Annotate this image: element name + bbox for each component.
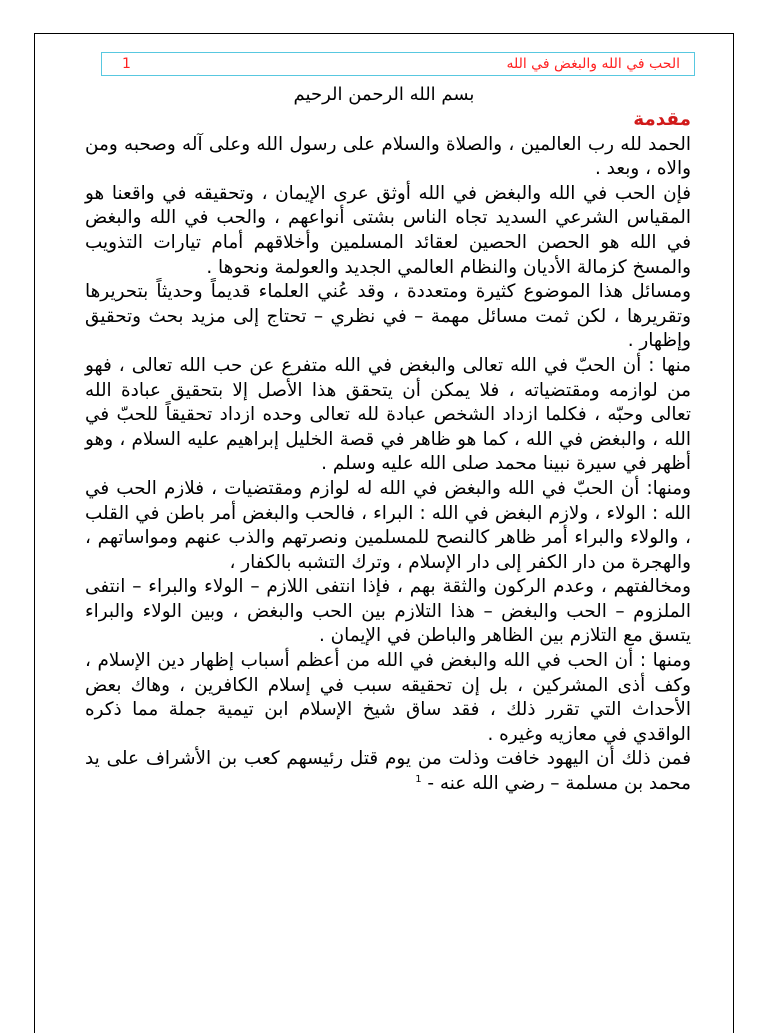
document-page bbox=[34, 33, 734, 1033]
paragraph: ومسائل هذا الموضوع كثيرة ومتعددة ، وقد عُني العلماء قديماً وحديثاً بتحريرها وتقريرها ، لكن ثمت مسائل مهمة – في نظري – تحتاج إلى مزيد بحث وتحقيق وإظهار . bbox=[85, 281, 691, 352]
section-heading: مقدمة bbox=[633, 109, 691, 130]
paragraph: فمن ذلك أن اليهود خافت وذلت من يوم قتل رئيسهم كعب بن الأشراف على يد محمد بن مسلمة – رضي الله عنه - bbox=[85, 748, 691, 795]
paragraph: الحمد لله رب العالمين ، والصلاة والسلام على رسول الله وعلى آله وصحبه ومن والاه ، وبعد . bbox=[85, 133, 691, 180]
page-header bbox=[101, 52, 695, 76]
paragraph: فإن الحب في الله والبغض في الله أوثق عرى الإيمان ، وتحقيقه في واقعنا هو المقياس الشرعي السديد تجاه الناس بشتى أنواعهم ، والحب في الله والبغض في الله هو الحصن الحصين لعقائد المسلمين وأخلاقهم أمام تيارات التذويب والمسخ كزمالة الأديان والنظام العالمي الجديد والعولمة ونحوها . bbox=[85, 182, 691, 278]
header-title: الحب في الله والبغض في الله bbox=[506, 56, 680, 72]
basmala: بسم الله الرحمن الرحيم bbox=[293, 84, 475, 105]
paragraph: منها : أن الحبّ في الله تعالى والبغض في الله متفرع عن حب الله تعالى ، فهو من لوازمه ومقتضياته ، فلا يمكن أن يتحقق هذا الأصل إلا بتحقيق عبادة الله تعالى وحبّه ، فكلما ازداد الشخص عبادة لله تعالى وحده ازداد تحقيقاً للحبّ في الله ، والبغض في الله ، كما هو ظاهر في قصة الخليل إبراهيم عليه السلام ، وهو أظهر في سيرة نبينا محمد صلى الله عليه وسلم . bbox=[85, 354, 691, 475]
paragraph-with-footnote bbox=[85, 747, 691, 796]
paragraph: ومنها: أن الحبّ في الله والبغض في الله له لوازم ومقتضيات ، فلازم الحب في الله : الولاء ، ولازم البغض في الله : البراء ، فالحب والبغض أمر باطن في القلب ، والولاء والبراء أمر ظاهر كالنصح للمسلمين ونصرتهم والذب عنهم ومواساتهم ، والهجرة من دار الكفر إلى دار الإسلام ، وترك التشبه بالكفار ، bbox=[85, 477, 691, 573]
footnote-marker[interactable]: 1 bbox=[415, 773, 422, 785]
paragraph: ومنها : أن الحب في الله والبغض في الله من أعظم أسباب إظهار دين الإسلام ، وكف أذى المشركين ، بل إن تحقيقه سبب في إسلام الكافرين ، وهاك بعض الأحداث التي تقرر ذلك ، فقد ساق شيخ الإسلام ابن تيمية جملة مما ذكره الواقدي في معازيه وغيره . bbox=[85, 650, 691, 745]
page-number: 1 bbox=[122, 56, 131, 72]
document-body bbox=[85, 108, 691, 797]
paragraph: ومخالفتهم ، وعدم الركون والثقة بهم ، فإذا انتفى اللازم – الولاء والبراء – انتفى الملزوم – الحب والبغض – هذا التلازم بين الحب والبغض ، وبين الولاء والبراء يتسق مع التلازم بين الظاهر والباطن في الإيمان . bbox=[85, 576, 691, 647]
